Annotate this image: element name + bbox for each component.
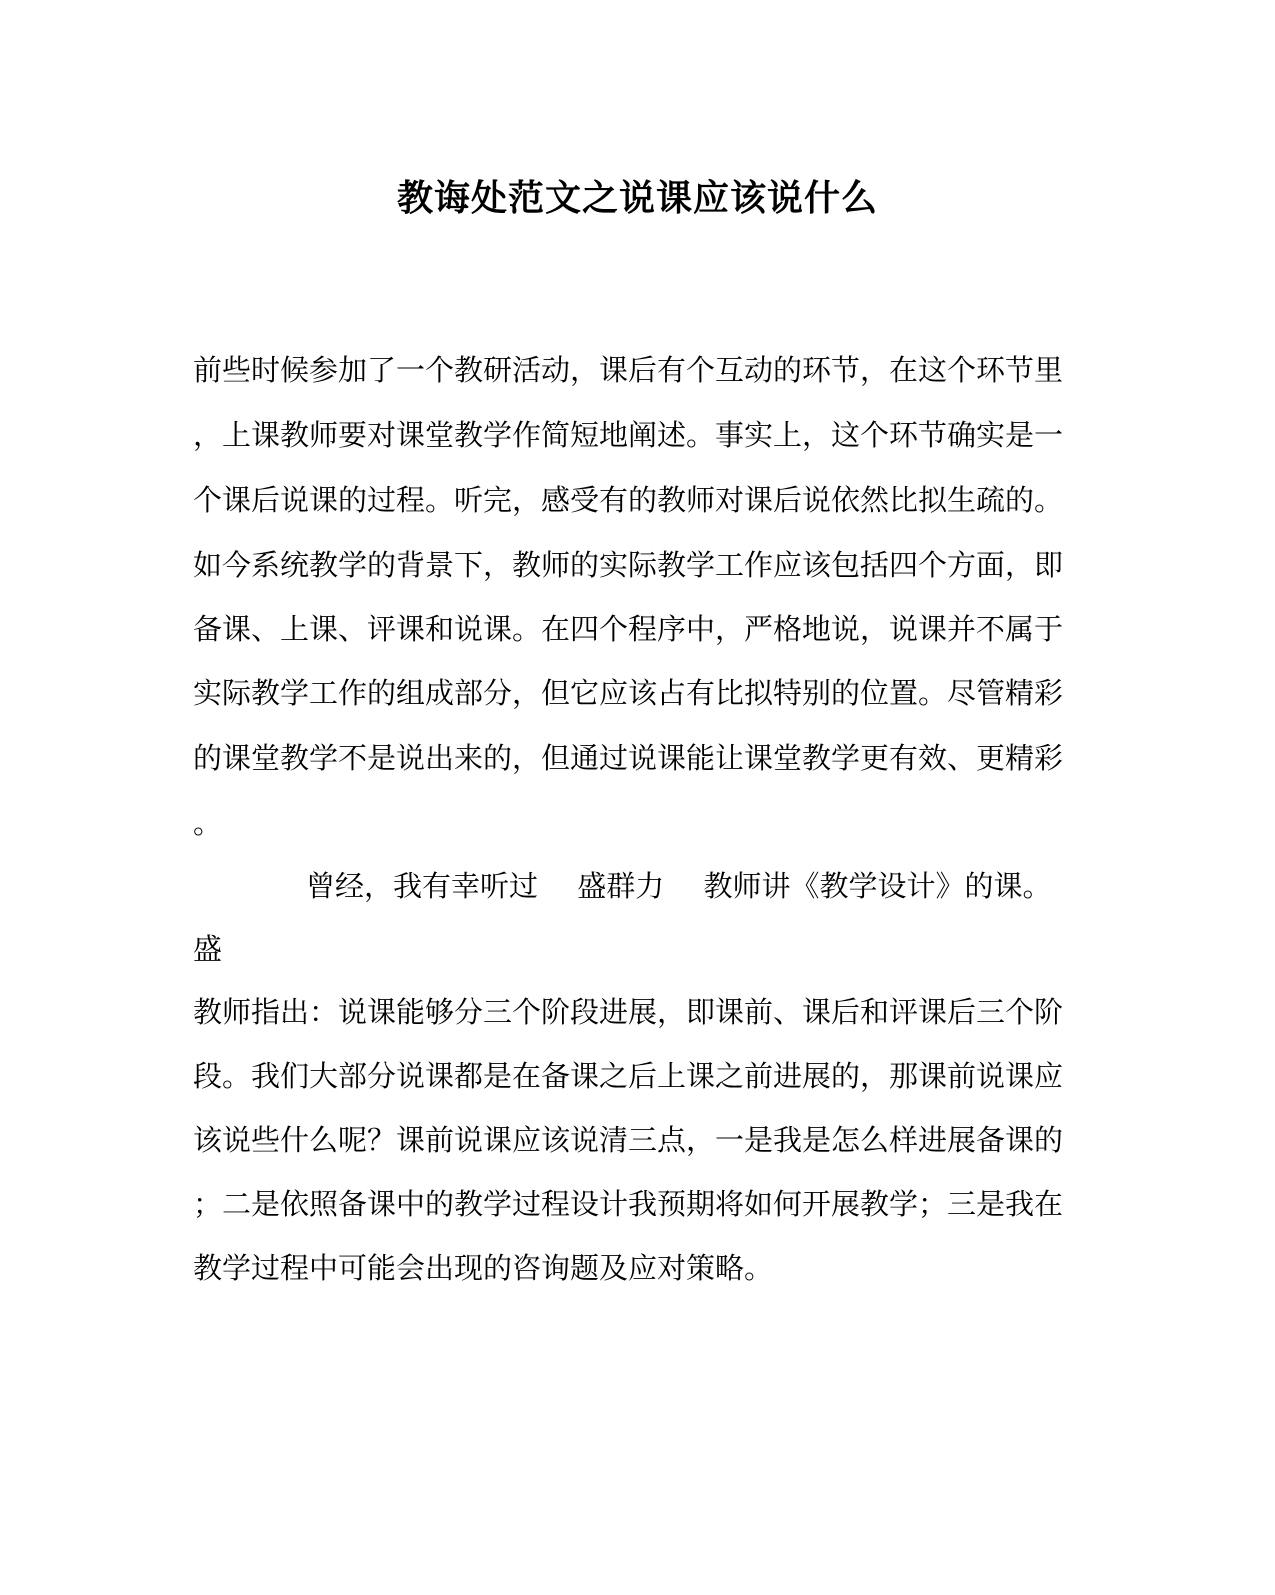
paragraph-line: ，上课教师要对课堂教学作简短地阐述。事实上，这个环节确实是一	[193, 418, 1064, 452]
paragraph-line: 备课、上课、评课和说课。在四个程序中，严格地说，说课并不属于	[193, 612, 1064, 646]
paragraph-line: 该说些什么呢？课前说课应该说清三点，一是我是怎么样进展备课的	[193, 1123, 1064, 1157]
paragraph-line: 段。我们大部分说课都是在备课之后上课之前进展的，那课前说课应	[193, 1059, 1064, 1093]
text-span: 教师讲《教学设计》的课。	[703, 869, 1052, 903]
person-name: 盛群力	[577, 869, 665, 903]
paragraph-line: 的课堂教学不是说出来的，但通过说课能让课堂教学更有效、更精彩	[193, 741, 1064, 775]
paragraph-line: ；二是依照备课中的教学过程设计我预期将如何开展教学；三是我在	[193, 1187, 1064, 1221]
text-span: 曾经，我有幸听过	[306, 869, 539, 903]
paragraph-line: 实际教学工作的组成部分，但它应该占有比拟特别的位置。尽管精彩	[193, 676, 1064, 710]
paragraph-line: 盛	[193, 932, 223, 966]
paragraph-line: 教师指出：说课能够分三个阶段进展，即课前、课后和评课后三个阶	[193, 995, 1064, 1029]
paragraph-line: 前些时候参加了一个教研活动，课后有个互动的环节，在这个环节里	[193, 353, 1064, 387]
paragraph-line: 如今系统教学的背景下，教师的实际教学工作应该包括四个方面，即	[193, 548, 1064, 582]
paragraph-line: 教学过程中可能会出现的咨询题及应对策略。	[193, 1251, 774, 1285]
paragraph-line	[306, 866, 1051, 906]
document-title: 教诲处范文之说课应该说什么	[396, 177, 878, 219]
paragraph-line: 个课后说课的过程。听完，感受有的教师对课后说依然比拟生疏的。	[193, 483, 1064, 517]
paragraph-line: 。	[193, 806, 223, 840]
